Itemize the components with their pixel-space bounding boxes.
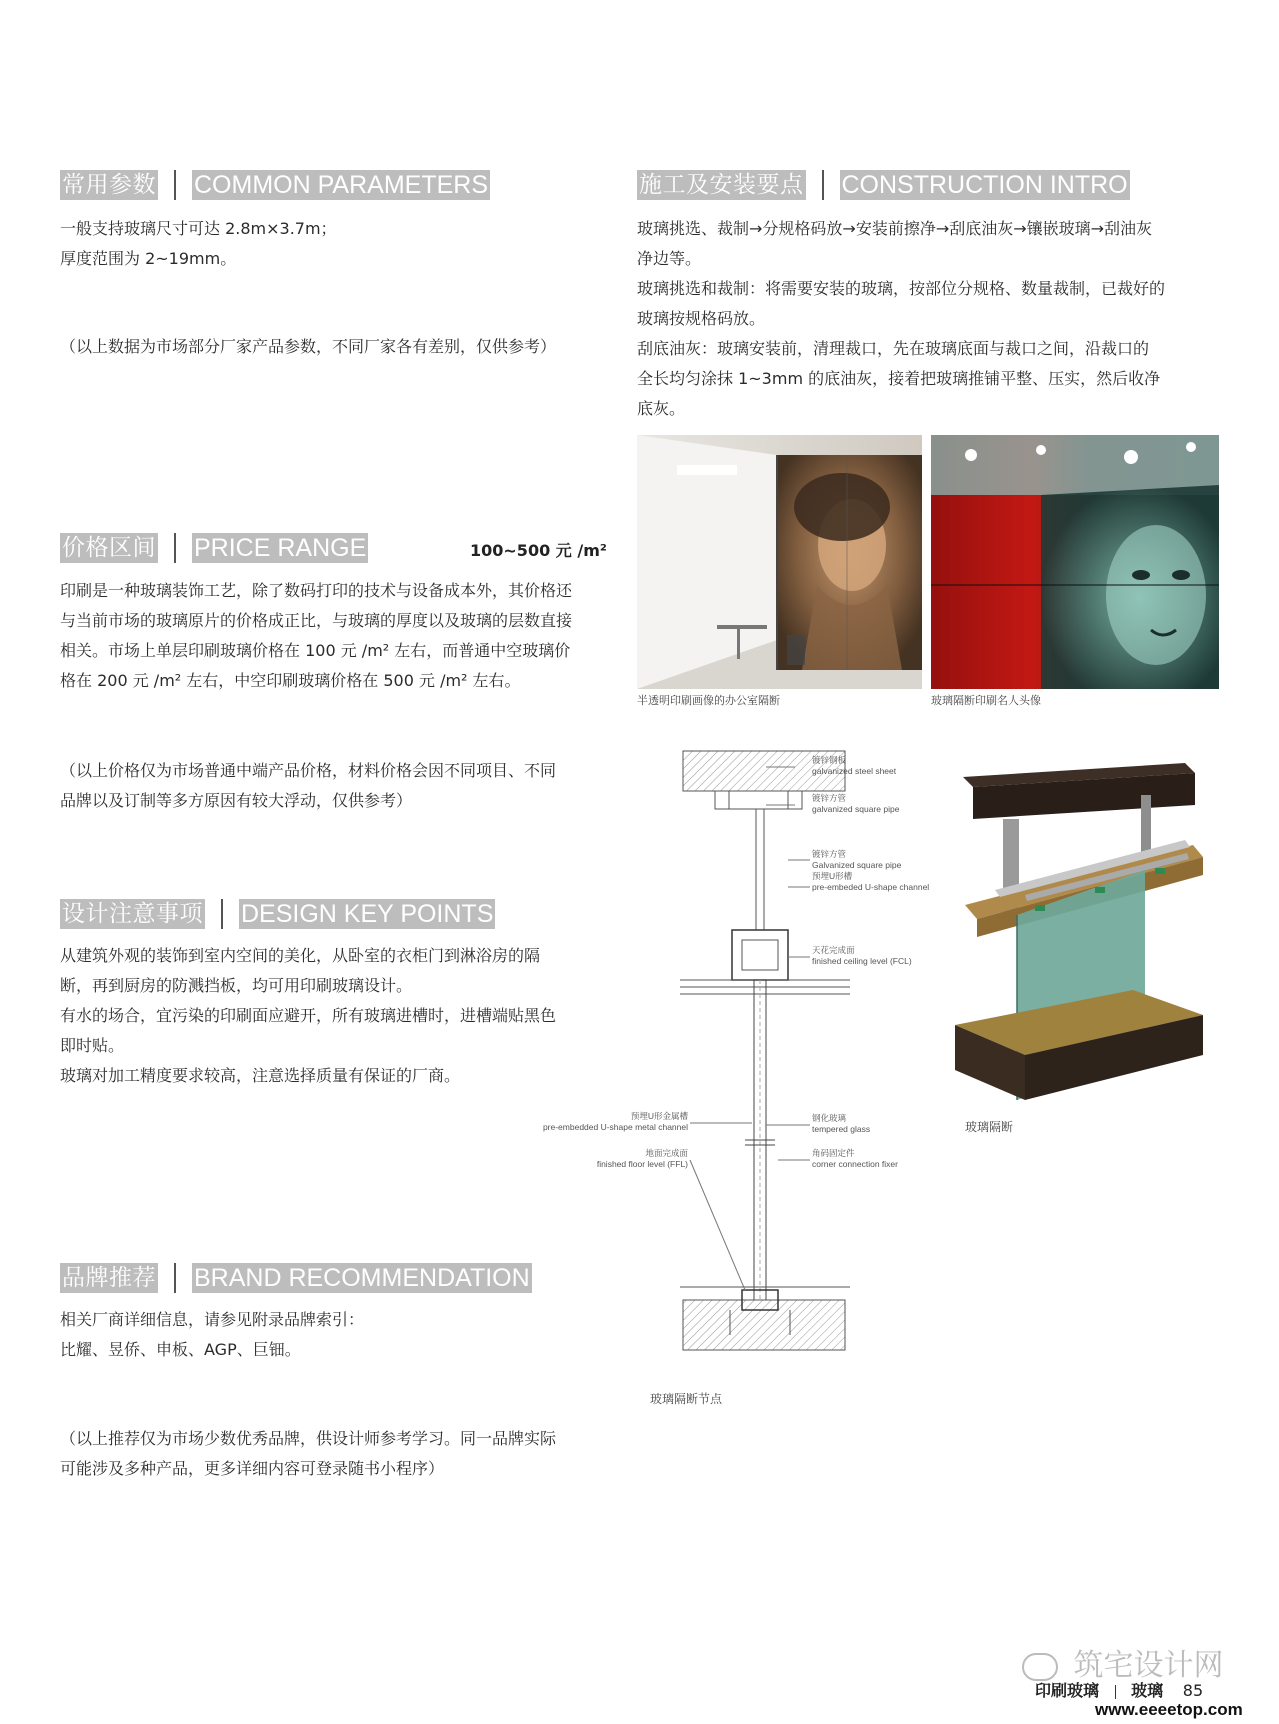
- price-range-value: 100~500 元 /m²: [470, 541, 607, 560]
- section-title-cn: 价格区间: [62, 535, 156, 561]
- construction-text: [637, 214, 1237, 424]
- diagram-label: 天花完成面: [812, 945, 855, 955]
- section-title-design: [60, 899, 495, 929]
- office-partition-photo: [637, 435, 922, 689]
- section-title-brand: [60, 1263, 532, 1293]
- section-title-cn: 施工及安装要点: [639, 172, 804, 198]
- text-line: 从建筑外观的装饰到室内空间的美化，从卧室的衣柜门到淋浴房的隔: [60, 946, 541, 965]
- text-line: 玻璃挑选和裁制：将需要安装的玻璃，按部位分规格、数量裁制，已裁好的: [637, 279, 1166, 298]
- diagram-label: 镀锌钢板: [812, 755, 847, 765]
- footer-separator: [1115, 1685, 1116, 1699]
- note-line: 品牌以及订制等多方原因有较大浮动，仅供参考）: [60, 791, 413, 810]
- footer-chapter: 玻璃: [1131, 1681, 1164, 1700]
- title-separator: [174, 170, 176, 200]
- section-title-en: BRAND RECOMMENDATION: [194, 1264, 530, 1292]
- isometric-caption: 玻璃隔断: [965, 1120, 1014, 1134]
- diagram-label: Galvanized square pipe: [812, 860, 902, 870]
- diagram-label: 镀锌方管: [812, 849, 847, 859]
- office-partition-image: [637, 435, 922, 689]
- footer-section: 印刷玻璃: [1035, 1681, 1100, 1700]
- note-line: （以上推荐仅为市场少数优秀品牌，供设计师参考学习。同一品牌实际: [60, 1429, 557, 1448]
- text-line: 有水的场合，宜污染的印刷面应避开，所有玻璃进槽时，进槽端贴黑色: [60, 1006, 557, 1025]
- diagram-label: pre-embedded U-shape metal channel: [542, 1122, 688, 1132]
- node-diagram-caption: 玻璃隔断节点: [650, 1392, 723, 1406]
- price-range-text: [60, 576, 620, 696]
- common-parameters-text: [60, 214, 600, 274]
- diagram-label: finished ceiling level (FCL): [812, 956, 912, 966]
- title-separator: [174, 1263, 176, 1293]
- portrait-partition-image: [931, 435, 1219, 689]
- text-line: 格在 200 元 /m² 左右，中空印刷玻璃价格在 500 元 /m² 左右。: [60, 671, 521, 690]
- section-title-en: PRICE RANGE: [194, 534, 367, 562]
- diagram-label: tempered glass: [812, 1124, 871, 1134]
- section-title-en: DESIGN KEY POINTS: [241, 900, 494, 928]
- text-line: 断，再到厨房的防溅挡板，均可用印刷玻璃设计。: [60, 976, 413, 995]
- text-line: 净边等。: [637, 249, 702, 268]
- diagram-label: 角码固定件: [812, 1148, 855, 1158]
- brand-note: [60, 1424, 620, 1484]
- diagram-label: 预埋U形金属槽: [630, 1111, 688, 1121]
- text-line: 玻璃挑选、裁制→分规格码放→安装前擦净→刮底油灰→镶嵌玻璃→刮油灰: [637, 219, 1153, 238]
- diagram-label: pre-embeded U-shape channel: [812, 882, 930, 892]
- text-line: 厚度范围为 2~19mm。: [60, 249, 237, 268]
- page-number: 85: [1182, 1681, 1204, 1700]
- text-line: 全长均匀涂抹 1~3mm 的底油灰，接着把玻璃推铺平整、压实，然后收净: [637, 369, 1161, 388]
- section-title-construction: [637, 170, 1130, 200]
- title-separator: [174, 533, 176, 563]
- section-title-cn: 品牌推荐: [62, 1265, 156, 1291]
- text-line: 相关厂商详细信息，请参见附录品牌索引：: [60, 1310, 365, 1329]
- diagram-label: 钢化玻璃: [812, 1113, 847, 1123]
- title-separator: [221, 899, 223, 929]
- text-line: 相关。市场上单层印刷玻璃价格在 100 元 /m² 左右，而普通中空玻璃价: [60, 641, 571, 660]
- watermark-text: 筑宅设计网: [1073, 1648, 1224, 1683]
- wechat-icon: [1022, 1653, 1058, 1681]
- text-line: 玻璃按规格码放。: [637, 309, 766, 328]
- diagram-label: corner connection fixer: [812, 1159, 898, 1169]
- portrait-partition-caption: 玻璃隔断印刷名人头像: [931, 694, 1041, 707]
- text-line: 刮底油灰：玻璃安装前，清理裁口，先在玻璃底面与裁口之间，沿裁口的: [637, 339, 1150, 358]
- section-title-en: CONSTRUCTION INTRO: [841, 171, 1128, 199]
- note-line: 可能涉及多种产品，更多详细内容可登录随书小程序）: [60, 1459, 445, 1478]
- section-title-cn: 设计注意事项: [62, 901, 203, 927]
- portrait-partition-photo: [931, 435, 1219, 689]
- text-line: 一般支持玻璃尺寸可达 2.8m×3.7m；: [60, 219, 337, 238]
- diagram-label: 预埋U形槽: [812, 871, 853, 881]
- page-footer: [1035, 1678, 1203, 1701]
- text-line: 底灰。: [637, 399, 686, 418]
- common-parameters-note: （以上数据为市场部分厂家产品参数，不同厂家各有差别，仅供参考）: [60, 337, 557, 356]
- diagram-label: 地面完成面: [645, 1148, 688, 1158]
- text-line: 比耀、昱侨、申板、AGP、巨钿。: [60, 1340, 301, 1359]
- section-title-en: COMMON PARAMETERS: [194, 171, 488, 199]
- glass-partition-isometric: [955, 755, 1205, 1100]
- glass-partition-node-diagram: [520, 745, 980, 1395]
- section-title-common: [60, 170, 490, 200]
- section-title-cn: 常用参数: [62, 172, 156, 198]
- office-partition-caption: 半透明印刷画像的办公室隔断: [637, 694, 780, 707]
- diagram-label: finished floor level (FFL): [596, 1159, 688, 1169]
- text-line: 与当前市场的玻璃原片的价格成正比，与玻璃的厚度以及玻璃的层数直接: [60, 611, 573, 630]
- section-title-price: [60, 533, 368, 563]
- note-line: （以上价格仅为市场普通中端产品价格，材料价格会因不同项目、不同: [60, 761, 557, 780]
- diagram-label: galvanized steel sheet: [812, 766, 897, 776]
- diagram-label: galvanized square pipe: [812, 804, 900, 814]
- text-line: 玻璃对加工精度要求较高，注意选择质量有保证的厂商。: [60, 1066, 461, 1085]
- site-url: www.eeeetop.com: [1095, 1700, 1243, 1719]
- diagram-label: 镀锌方管: [812, 793, 847, 803]
- text-line: 印刷是一种玻璃装饰工艺，除了数码打印的技术与设备成本外，其价格还: [60, 581, 573, 600]
- title-separator: [822, 170, 824, 200]
- text-line: 即时贴。: [60, 1036, 125, 1055]
